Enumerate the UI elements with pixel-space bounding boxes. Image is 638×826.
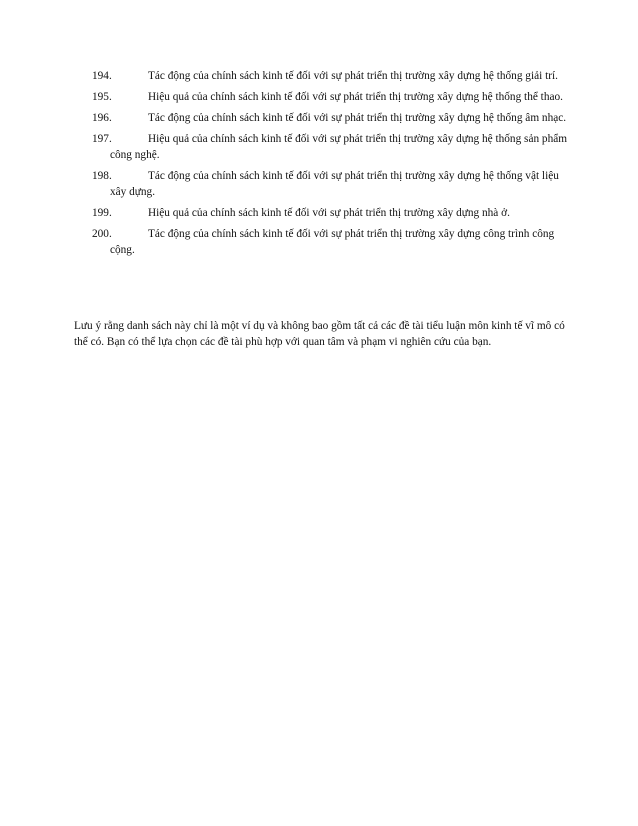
list-item xyxy=(74,205,574,221)
topic-list xyxy=(74,68,574,263)
list-item-number: 199. xyxy=(92,207,112,219)
list-item-number: 195. xyxy=(92,91,112,103)
list-item-text: Tác động của chính sách kinh tế đối với sự phát triển thị trường xây dựng công trình công cộng. xyxy=(110,228,555,256)
list-item-text: Hiệu quả của chính sách kinh tế đối với sự phát triển thị trường xây dựng hệ thống sản phẩm công nghệ. xyxy=(110,133,568,161)
list-item-number: 197. xyxy=(92,133,112,145)
list-item-number: 196. xyxy=(92,112,112,124)
list-item-number: 194. xyxy=(92,70,112,82)
closing-note: Lưu ý rằng danh sách này chỉ là một ví dụ và không bao gồm tất cả các đề tài tiểu luận môn kinh tế vĩ mô có thể có. Bạn có thể lựa chọn các đề tài phù hợp với quan tâm và phạm vi nghiên cứu của bạn. xyxy=(74,320,565,348)
list-item-number: 198. xyxy=(92,170,112,182)
list-item-text: Tác động của chính sách kinh tế đối với sự phát triển thị trường xây dựng hệ thống vật liệu xây dựng. xyxy=(110,170,559,198)
list-item xyxy=(74,68,574,84)
list-item-text: Hiệu quả của chính sách kinh tế đối với sự phát triển thị trường xây dựng nhà ở. xyxy=(148,207,510,219)
list-item-text: Tác động của chính sách kinh tế đối với sự phát triển thị trường xây dựng hệ thống âm nhạc. xyxy=(148,112,567,124)
list-item xyxy=(74,168,574,200)
list-item xyxy=(74,110,574,126)
list-item-text: Hiệu quả của chính sách kinh tế đối với sự phát triển thị trường xây dựng hệ thống thể thao. xyxy=(148,91,563,103)
list-item xyxy=(74,226,574,258)
list-item-text: Tác động của chính sách kinh tế đối với sự phát triển thị trường xây dựng hệ thống giải trí. xyxy=(148,70,558,82)
list-item xyxy=(74,131,574,163)
list-item-number: 200. xyxy=(92,228,112,240)
list-item xyxy=(74,89,574,105)
